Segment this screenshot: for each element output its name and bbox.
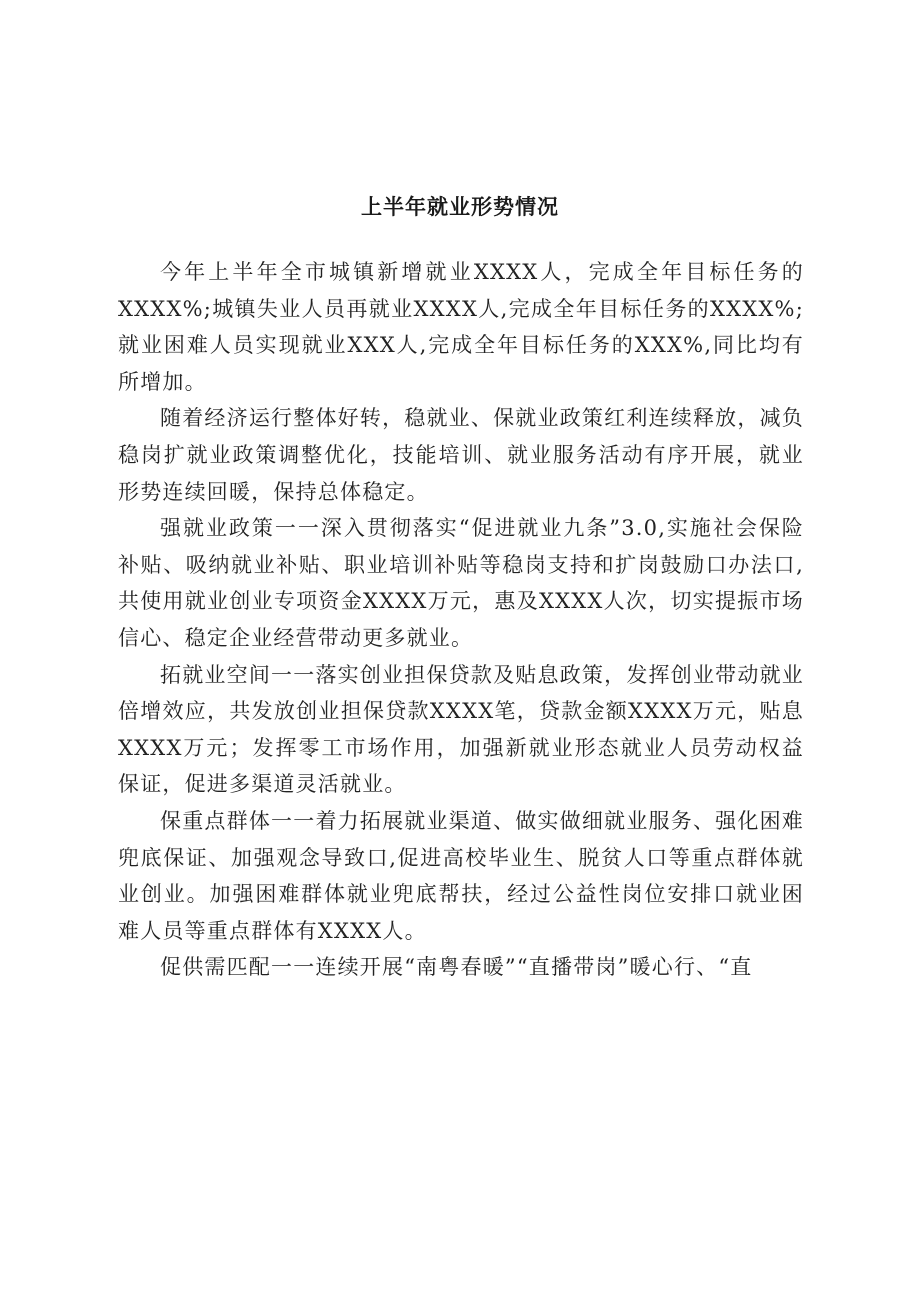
paragraph-employment-summary: 今年上半年全市城镇新增就业XXXX人，完成全年目标任务的XXXX%;城镇失业人员再就业XXXX人,完成全年目标任务的XXXX%;就业困难人员实现就业XXX人,完成全年目标任务的XXX%,同比均有所增加。 bbox=[118, 260, 804, 394]
paragraph-key-groups: 保重点群体一一着力拓展就业渠道、做实做细就业服务、强化困难兜底保证、加强观念导致口,促进高校毕业生、脱贫人口等重点群体就业创业。加强困难群体就业兜底帮扶，经过公益性岗位安排口就业困难人员等重点群体有XXXX人。 bbox=[118, 808, 804, 943]
paragraph-economic-recovery: 随着经济运行整体好转，稳就业、保就业政策红利连续释放，减负稳岗扩就业政策调整优化，技能培训、就业服务活动有序开展，就业形势连续回暖，保持总体稳定。 bbox=[118, 406, 804, 504]
paragraph-supply-demand: 促供需匹配一一连续开展“南粤春暖”“直播带岗”暖心行、“直 bbox=[160, 955, 753, 980]
document-title: 上半年就业形势情况 bbox=[361, 195, 559, 219]
paragraph-employment-policy: 强就业政策一一深入贯彻落实“促进就业九条”3.0,实施社会保险补贴、吸纳就业补贴、职业培训补贴等稳岗支持和扩岗鼓励口办法口,共使用就业创业专项资金XXXX万元，惠及XXXX人次，切实提振市场信心、稳定企业经营带动更多就业。 bbox=[118, 516, 804, 650]
paragraph-employment-space: 拓就业空间一一落实创业担保贷款及贴息政策，发挥创业带动就业倍增效应，共发放创业担保贷款XXXX笔，贷款金额XXXX万元，贴息XXXX万元；发挥零工市场作用，加强新就业形态就业人员劳动权益保证，促进多渠道灵活就业。 bbox=[118, 662, 804, 797]
document-body bbox=[118, 254, 804, 986]
